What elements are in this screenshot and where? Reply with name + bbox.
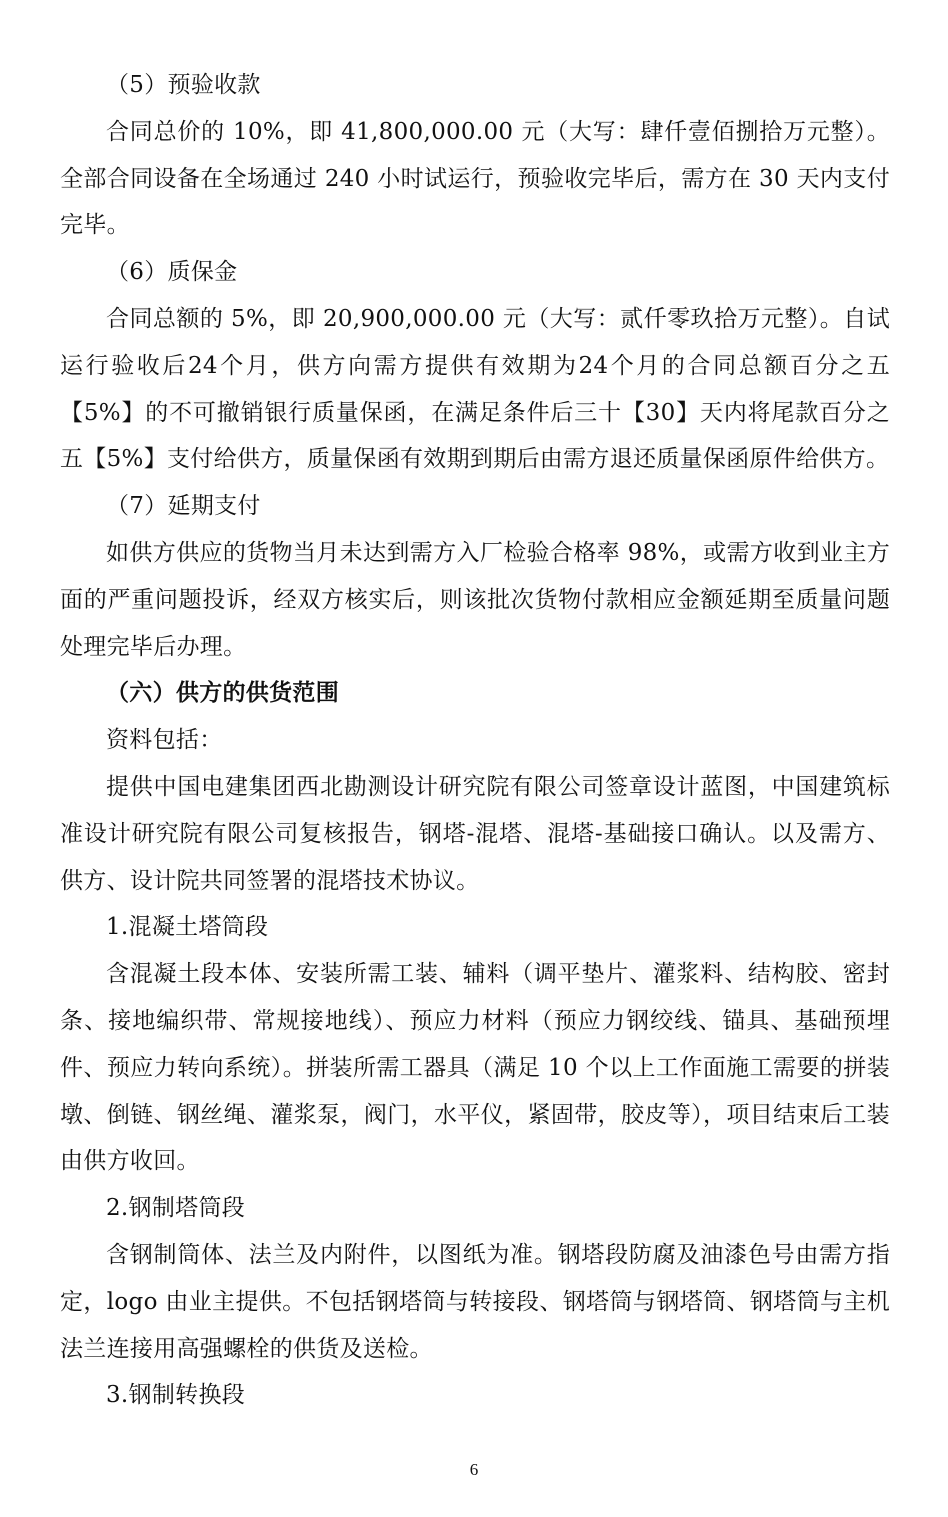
paragraph-concrete-section-scope: 含混凝土段本体、安装所需工装、辅料（调平垫片、灌浆料、结构胶、密封条、接地编织带、常规接地线）、预应力材料（预应力钢绞线、锚具、基础预埋件、预应力转向系统）。拼装所需工器具（满足 10 个以上工作面施工需要的拼装墩、倒链、钢丝绳、灌浆泵，阀门，水平仪，紧固带，胶皮等），项目结束后工装由供方收回。 (60, 961, 890, 1175)
section-heading-supply-scope: （六）供方的供货范围 (106, 680, 339, 707)
subheading-pre-acceptance-payment: （5）预验收款 (106, 72, 261, 98)
subheading-steel-tower-section: 2.钢制塔筒段 (106, 1195, 246, 1222)
page-number: 6 (469, 1460, 479, 1479)
subheading-concrete-tower-section: 1.混凝土塔筒段 (106, 914, 269, 941)
document-page (60, 62, 890, 1419)
paragraph-materials-list: 提供中国电建集团西北勘测设计研究院有限公司签章设计蓝图，中国建筑标准设计研究院有限公司复核报告，钢塔-混塔、混塔-基础接口确认。以及需方、供方、设计院共同签署的混塔技术协议。 (60, 773, 890, 894)
paragraph-materials-intro: 资料包括： (106, 727, 223, 754)
subheading-deferred-payment: （7）延期支付 (106, 493, 261, 520)
subheading-steel-transition-section: 3.钢制转换段 (106, 1382, 246, 1409)
subheading-warranty-deposit: （6）质保金 (106, 259, 238, 286)
paragraph-pre-acceptance-terms: 合同总价的 10%，即 41,800,000.00 元（大写：肆仟壹佰捌拾万元整）。全部合同设备在全场通过 240 小时试运行，预验收完毕后，需方在 30 天内支付完毕。 (60, 118, 890, 239)
paragraph-warranty-terms: 合同总额的 5%，即 20,900,000.00 元（大写：贰仟零玖拾万元整）。自试运行验收后24个月，供方向需方提供有效期为24个月的合同总额百分之五【5%】的不可撤销银行质量保函，在满足条件后三十【30】天内将尾款百分之五【5%】支付给供方，质量保函有效期到期后由需方退还质量保函原件给供方。 (60, 305, 890, 473)
paragraph-deferred-terms: 如供方供应的货物当月未达到需方入厂检验合格率 98%，或需方收到业主方面的严重问题投诉，经双方核实后，则该批次货物付款相应金额延期至质量问题处理完毕后办理。 (60, 539, 890, 660)
paragraph-steel-section-scope: 含钢制筒体、法兰及内附件，以图纸为准。钢塔段防腐及油漆色号由需方指定，logo 由业主提供。不包括钢塔筒与转接段、钢塔筒与钢塔筒、钢塔筒与主机法兰连接用高强螺栓的供货及送检。 (60, 1241, 890, 1362)
